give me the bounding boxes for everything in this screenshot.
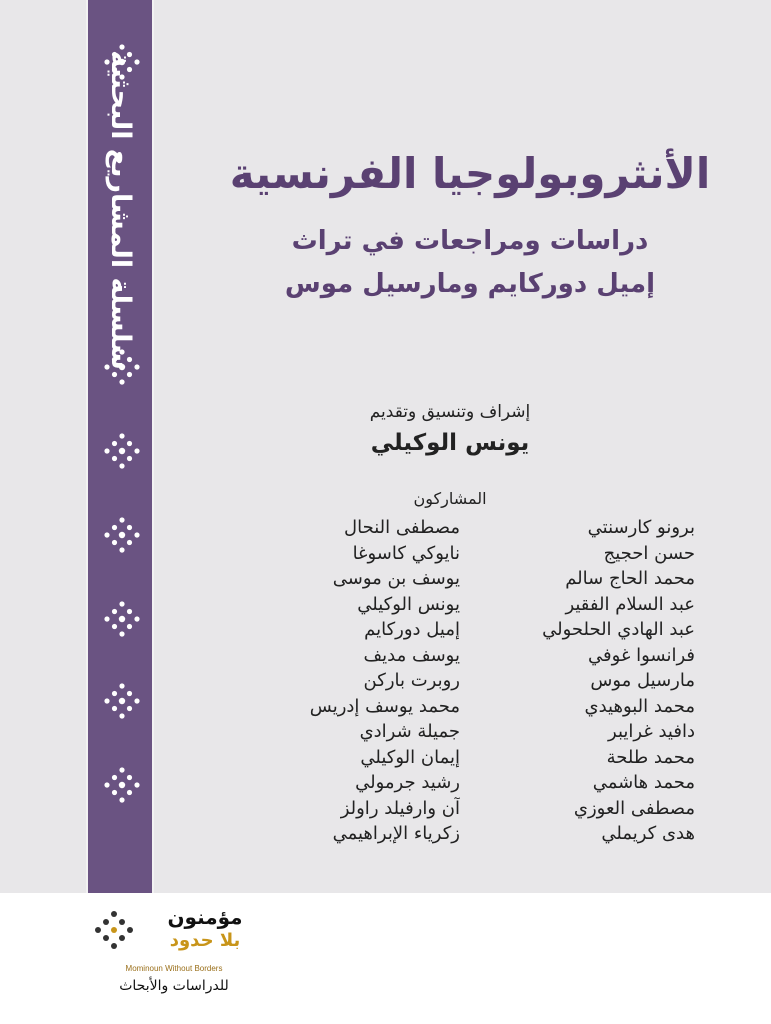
contributor-name: رشيد جرمولي <box>355 772 460 793</box>
contributor-name: عبد الهادي الحلحولي <box>542 619 695 640</box>
contributor-name: محمد طلحة <box>606 746 695 768</box>
contributor-name: فرانسوا غوفي <box>588 644 695 666</box>
contributor-name: آن وارفيلد راولز <box>340 797 460 819</box>
editor-name: يونس الوكيلي <box>370 430 530 456</box>
contributor-name: مصطفى النحال <box>344 517 460 538</box>
contributor-name: يوسف بن موسى <box>332 568 460 589</box>
contributor-name: إميل دوركايم <box>364 619 460 640</box>
contributor-name: عبد السلام الفقير <box>565 593 695 615</box>
diamond-motif-icon <box>94 423 150 479</box>
contributors-list <box>245 515 695 855</box>
contributor-row <box>245 770 695 796</box>
publisher-sub: بلا حدود <box>169 930 241 951</box>
contributor-row <box>245 694 695 720</box>
editor-label: إشراف وتنسيق وتقديم <box>369 402 531 422</box>
contributor-name: برونو كارسنتي <box>587 517 695 538</box>
contributor-row <box>245 515 695 541</box>
contributor-row <box>245 719 695 745</box>
contributor-name: روبرت باركن <box>363 670 460 691</box>
subtitle-line-2: إميل دوركايم ومارسيل موس <box>284 269 656 299</box>
contributor-name: محمد هاشمي <box>592 772 695 793</box>
contributors-label: المشاركون <box>413 489 487 508</box>
diamond-motif-icon <box>94 673 150 729</box>
contributor-row <box>245 668 695 694</box>
contributor-name: حسن احجيج <box>603 542 695 564</box>
contributor-name: هدى كريملي <box>601 823 695 844</box>
contributor-name: يونس الوكيلي <box>357 593 460 615</box>
contributor-name: جميلة شرادي <box>359 721 460 742</box>
contributor-name: مارسيل موس <box>590 670 695 691</box>
contributor-name: يوسف مديف <box>363 644 460 666</box>
contributor-name: إيمان الوكيلي <box>360 746 460 768</box>
contributor-row <box>245 566 695 592</box>
contributor-name: زكرياء الإبراهيمي <box>332 823 460 844</box>
diamond-motif-icon <box>94 591 150 647</box>
contributor-row <box>245 617 695 643</box>
contributor-name: مصطفى العوزي <box>573 797 695 819</box>
publisher-english-name: Mominoun Without Borders <box>125 964 223 973</box>
contributor-row <box>245 821 695 847</box>
contributor-row <box>245 592 695 618</box>
contributor-row <box>245 541 695 567</box>
contributor-name: محمد يوسف إدريس <box>309 695 460 717</box>
book-title: الأنثروبولوجيا الفرنسية <box>229 149 711 198</box>
subtitle-line-1: دراسات ومراجعات في تراث <box>291 226 649 256</box>
contributor-name: نايوكي كاسوغا <box>352 542 460 564</box>
contributor-name: دافيد غرايبر <box>608 721 695 742</box>
contributor-name: محمد الحاج سالم <box>565 568 695 589</box>
diamond-dots-logo-icon <box>82 898 146 962</box>
contributor-name: محمد البوهيدي <box>584 695 695 717</box>
diamond-motif-icon <box>94 757 150 813</box>
publisher-tagline: للدراسات والأبحاث <box>119 978 229 994</box>
contributor-row <box>245 643 695 669</box>
series-title: سلسلة المشاريع البحثية <box>105 51 136 370</box>
contributor-row <box>245 745 695 771</box>
contributor-row <box>245 796 695 822</box>
diamond-motif-icon <box>94 507 150 563</box>
publisher-name: مؤمنون <box>167 905 243 929</box>
